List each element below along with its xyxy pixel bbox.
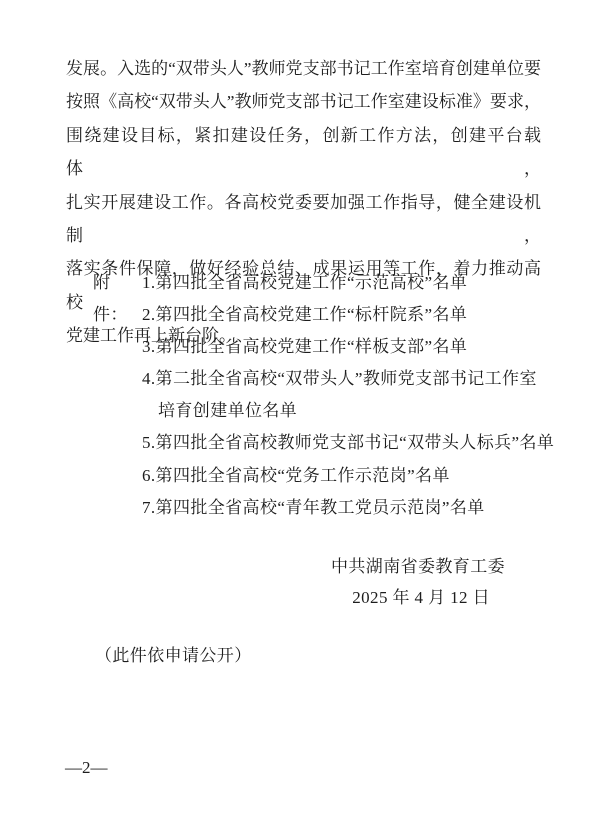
paragraph-line: 发展。入选的“双带头人”教师党支部书记工作室培育创建单位要	[66, 59, 541, 78]
attachment-item-7: 7.第四批全省高校“青年教工党员示范岗”名单	[142, 497, 485, 517]
paragraph-line: 按照《高校“双带头人”教师党支部书记工作室建设标准》要求，	[66, 92, 541, 112]
attachment-item-6: 6.第四批全省高校“党务工作示范岗”名单	[142, 465, 450, 485]
paragraph-line: 围绕建设目标，紧扣建设任务，创新工作方法，创建平台载体，	[66, 125, 541, 179]
page-number: —2—	[65, 758, 108, 777]
attachment-item-1: 1.第四批全省高校党建工作“示范高校”名单	[142, 273, 468, 292]
attachment-item-4: 4.第二批全省高校“双带头人”教师党支部书记工作室	[142, 369, 537, 389]
attachment-item-2: 2.第四批全省高校党建工作“标杆院系”名单	[142, 305, 468, 325]
attachment-item-4-continuation: 培育创建单位名单	[158, 401, 298, 421]
signature-block	[0, 551, 600, 613]
attachments-label: 附件：	[93, 273, 128, 325]
paragraph-line: 落实条件保障，做好经验总结、成果运用等工作，着力推动高校	[66, 259, 541, 312]
attachments-list	[142, 267, 554, 524]
paragraph-line: 扎实开展建设工作。各高校党委要加强工作指导，健全建设机制，	[66, 192, 541, 246]
paragraph-line: 党建工作再上新台阶。	[66, 326, 236, 346]
issue-date: 2025 年 4 月 12 日	[352, 588, 490, 607]
issuer-name: 中共湖南省委教育工委	[331, 557, 505, 576]
attachment-item-3: 3.第四批全省高校党建工作“样板支部”名单	[142, 337, 468, 357]
attachments-block	[93, 267, 554, 524]
disclosure-note: （此件依申请公开）	[95, 646, 252, 665]
attachment-item-5: 5.第四批全省高校教师党支部书记“双带头人标兵”名单	[142, 433, 555, 453]
